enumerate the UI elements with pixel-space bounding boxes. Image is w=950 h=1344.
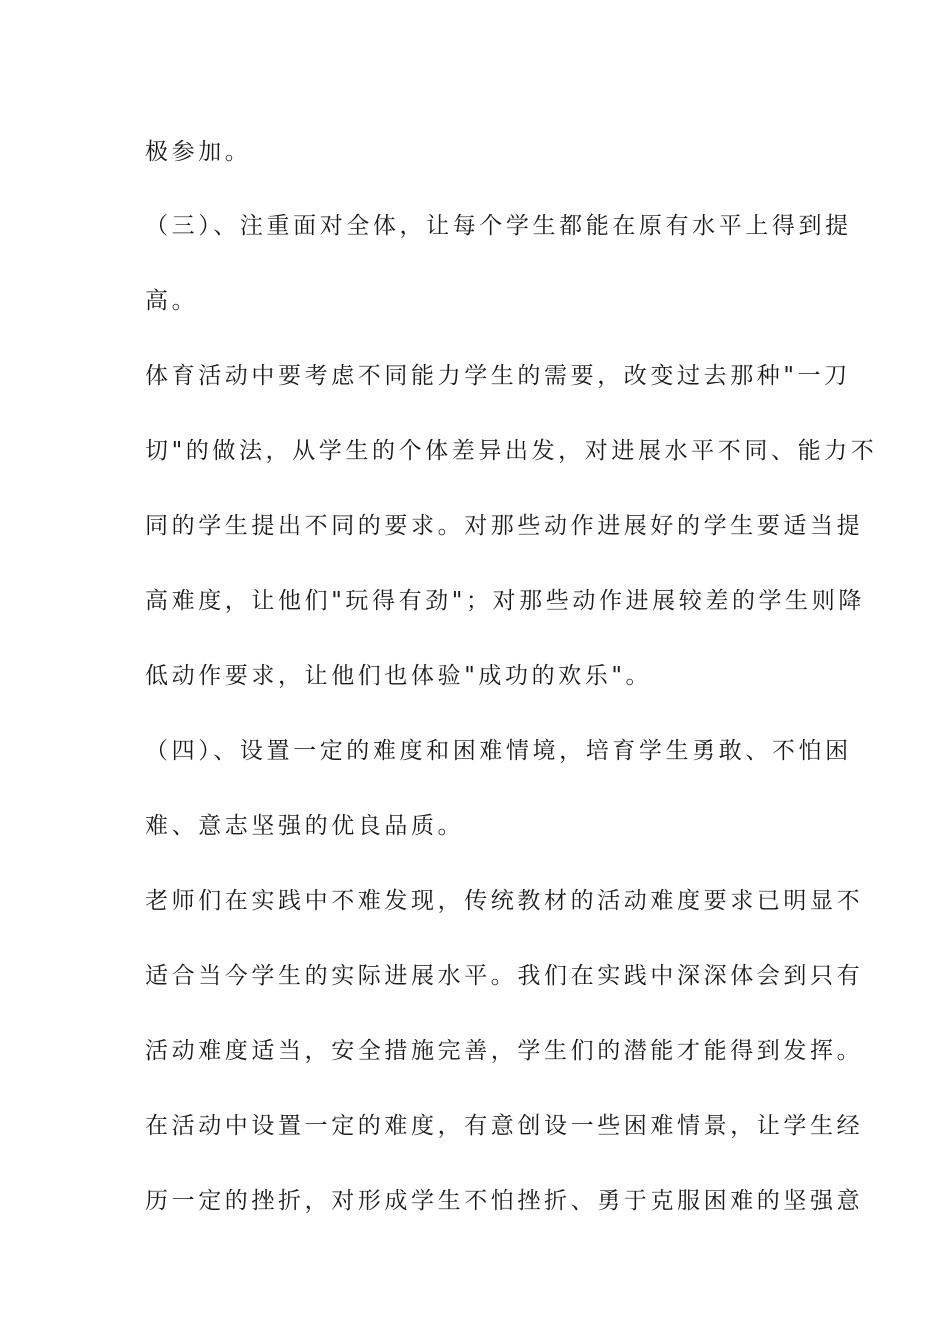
section-heading-4: （四）、设置一定的难度和困难情境，培育学生勇敢、不怕困 xyxy=(145,738,852,764)
text-line: 体育活动中要考虑不同能力学生的需要，改变过去那种"一刀 xyxy=(145,363,851,389)
text-line: 老师们在实践中不难发现，传统教材的活动难度要求已明显不 xyxy=(145,888,864,914)
text-line: 高难度，让他们"玩得有劲"；对那些动作进展较差的学生则降 xyxy=(145,588,865,614)
text-line: 同的学生提出不同的要求。对那些动作进展好的学生要适当提 xyxy=(145,513,864,539)
section-heading-3: （三）、注重面对全体，让每个学生都能在原有水平上得到提 xyxy=(145,213,852,239)
text-line: 极参加。 xyxy=(145,139,252,165)
text-line: 难、意志坚强的优良品质。 xyxy=(145,813,465,839)
text-line: 适合当今学生的实际进展水平。我们在实践中深深体会到只有 xyxy=(145,963,864,989)
text-line: 低动作要求，让他们也体验"成功的欢乐"。 xyxy=(145,663,653,689)
text-line: 历一定的挫折，对形成学生不怕挫折、勇于克服困难的坚强意 xyxy=(145,1188,864,1214)
text-line: 切"的做法，从学生的个体差异出发，对进展水平不同、能力不 xyxy=(145,438,878,464)
text-line: 在活动中设置一定的难度，有意创设一些困难情景，让学生经 xyxy=(145,1113,864,1139)
text-line: 高。 xyxy=(145,288,199,314)
text-line: 活动难度适当，安全措施完善，学生们的潜能才能得到发挥。 xyxy=(145,1038,864,1064)
